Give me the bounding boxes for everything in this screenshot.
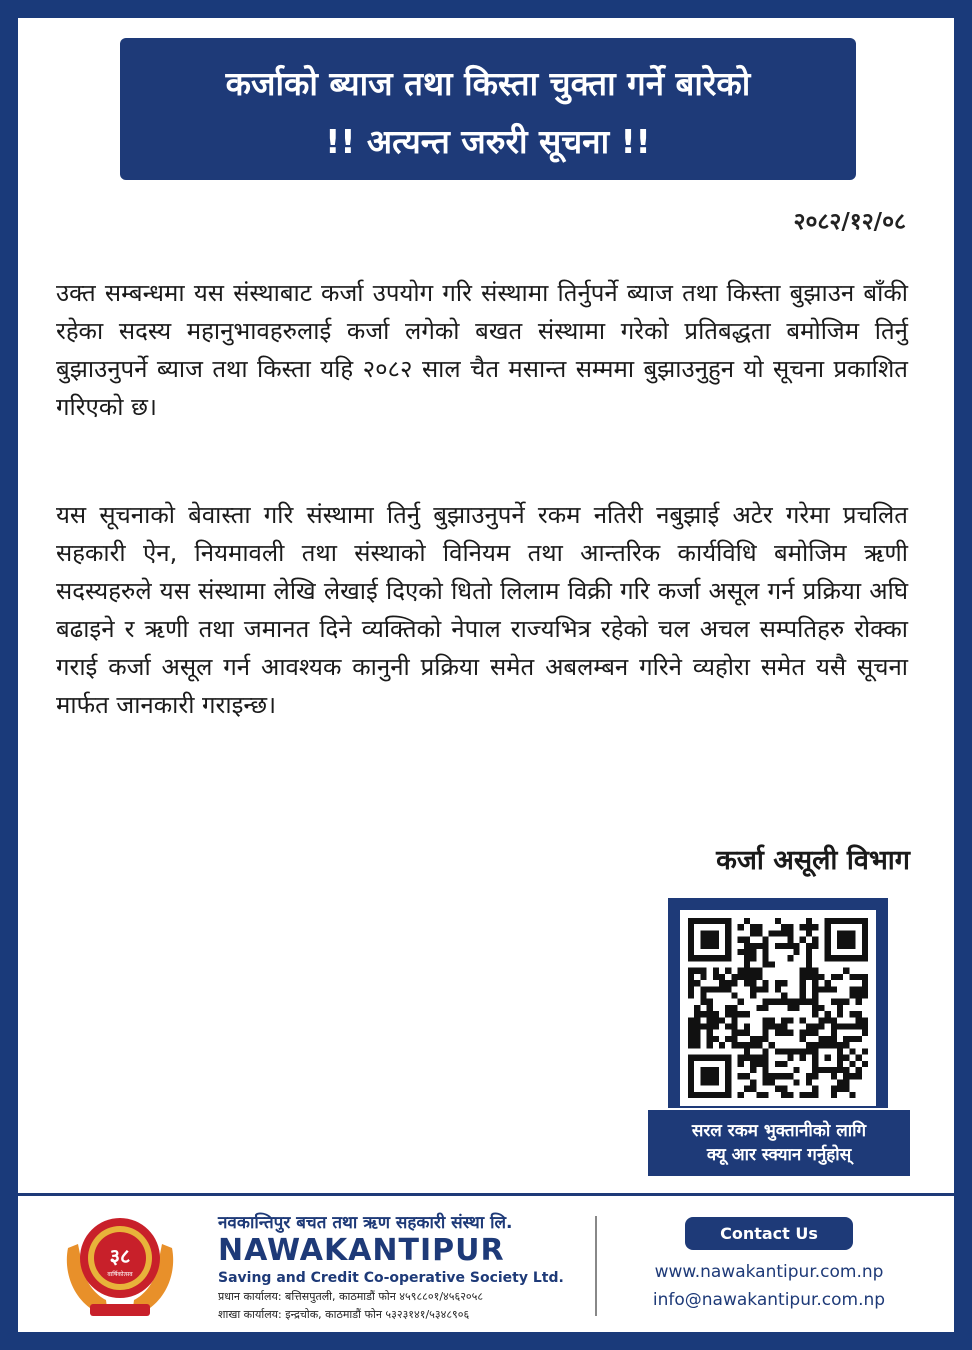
footer-divider <box>18 1193 954 1196</box>
notice-header <box>120 38 856 180</box>
notice-date: २०८२/१२/०८ <box>793 209 906 235</box>
qr-code-container <box>680 910 876 1106</box>
head-office-address: प्रधान कार्यालय: बत्तिसपुतली, काठमाडौं फोन ४५९८८०१/४५६२०५८ <box>218 1290 484 1303</box>
org-name-nepali: नवकान्तिपुर बचत तथा ऋण सहकारी संस्था लि. <box>218 1213 513 1233</box>
notice-page <box>18 18 954 1332</box>
department-signature: कर्जा असूली विभाग <box>716 845 910 876</box>
contact-us-button[interactable]: Contact Us <box>685 1217 853 1250</box>
footer-vertical-divider <box>595 1216 597 1316</box>
qr-caption-line2: क्यू आर स्क्यान गर्नुहोस् <box>706 1145 852 1165</box>
email-link[interactable]: info@nawakantipur.com.np <box>652 1290 886 1310</box>
logo-number: ३८ <box>109 1244 131 1268</box>
branch-office-address: शाखा कार्यालय: इन्द्रचोक, काठमाडौं फोन ५३२३१४१/५३४८९०६ <box>218 1308 470 1321</box>
org-name-english: NAWAKANTIPUR <box>218 1233 505 1268</box>
society-logo-icon <box>60 1208 180 1323</box>
qr-caption <box>648 1110 910 1176</box>
org-subtitle: Saving and Credit Co-operative Society Ltd. <box>218 1270 564 1286</box>
body-paragraph-1: उक्त सम्बन्धमा यस संस्थाबाट कर्जा उपयोग गरि संस्थामा तिर्नुपर्ने ब्याज तथा किस्ता बुझाउन बाँकी रहेका सदस्य महानुभावहरुलाई कर्जा लगेको बखत संस्थामा गरेको प्रतिबद्धता बमोजिम तिर्नु बुझाउनुपर्ने ब्याज तथा किस्ता यहि २०८२ साल चैत मसान्त सम्ममा बुझाउनुहुन यो सूचना प्रकाशित गरिएको छ। <box>56 279 908 421</box>
notice-title: कर्जाको ब्याज तथा किस्ता चुक्ता गर्ने बारेको <box>225 64 751 103</box>
website-link[interactable]: www.nawakantipur.com.np <box>654 1262 884 1282</box>
qr-frame <box>668 898 888 1108</box>
logo-label: वार्षिकोत्सव <box>107 1271 133 1278</box>
qr-caption-line1: सरल रकम भुक्तानीको लागि <box>691 1121 867 1141</box>
qr-code-icon[interactable] <box>688 918 868 1098</box>
body-paragraph-2: यस सूचनाको बेवास्ता गरि संस्थामा तिर्नु बुझाउनुपर्ने रकम नतिरी नबुझाई अटेर गरेमा प्रचलित सहकारी ऐन, नियमावली तथा संस्थाको विनियम तथा आन्तरिक कार्यविधि बमोजिम ऋणी सदस्यहरुले यस संस्थामा लेखि लेखाई दिएको धितो लिलाम विक्री गरि कर्जा असूल गर्न प्रक्रिया अघि बढाइने र ऋणी तथा जमानत दिने व्यक्तिको नेपाल राज्यभित्र रहेको चल अचल सम्पतिहरु रोक्का गराई कर्जा असूल गर्न आवश्यक कानुनी प्रक्रिया समेत अबलम्बन गरिने व्यहोरा समेत यसै सूचना मार्फत जानकारी गराइन्छ। <box>56 501 908 719</box>
notice-subtitle: !! अत्यन्त जरुरी सूचना !! <box>325 122 651 161</box>
